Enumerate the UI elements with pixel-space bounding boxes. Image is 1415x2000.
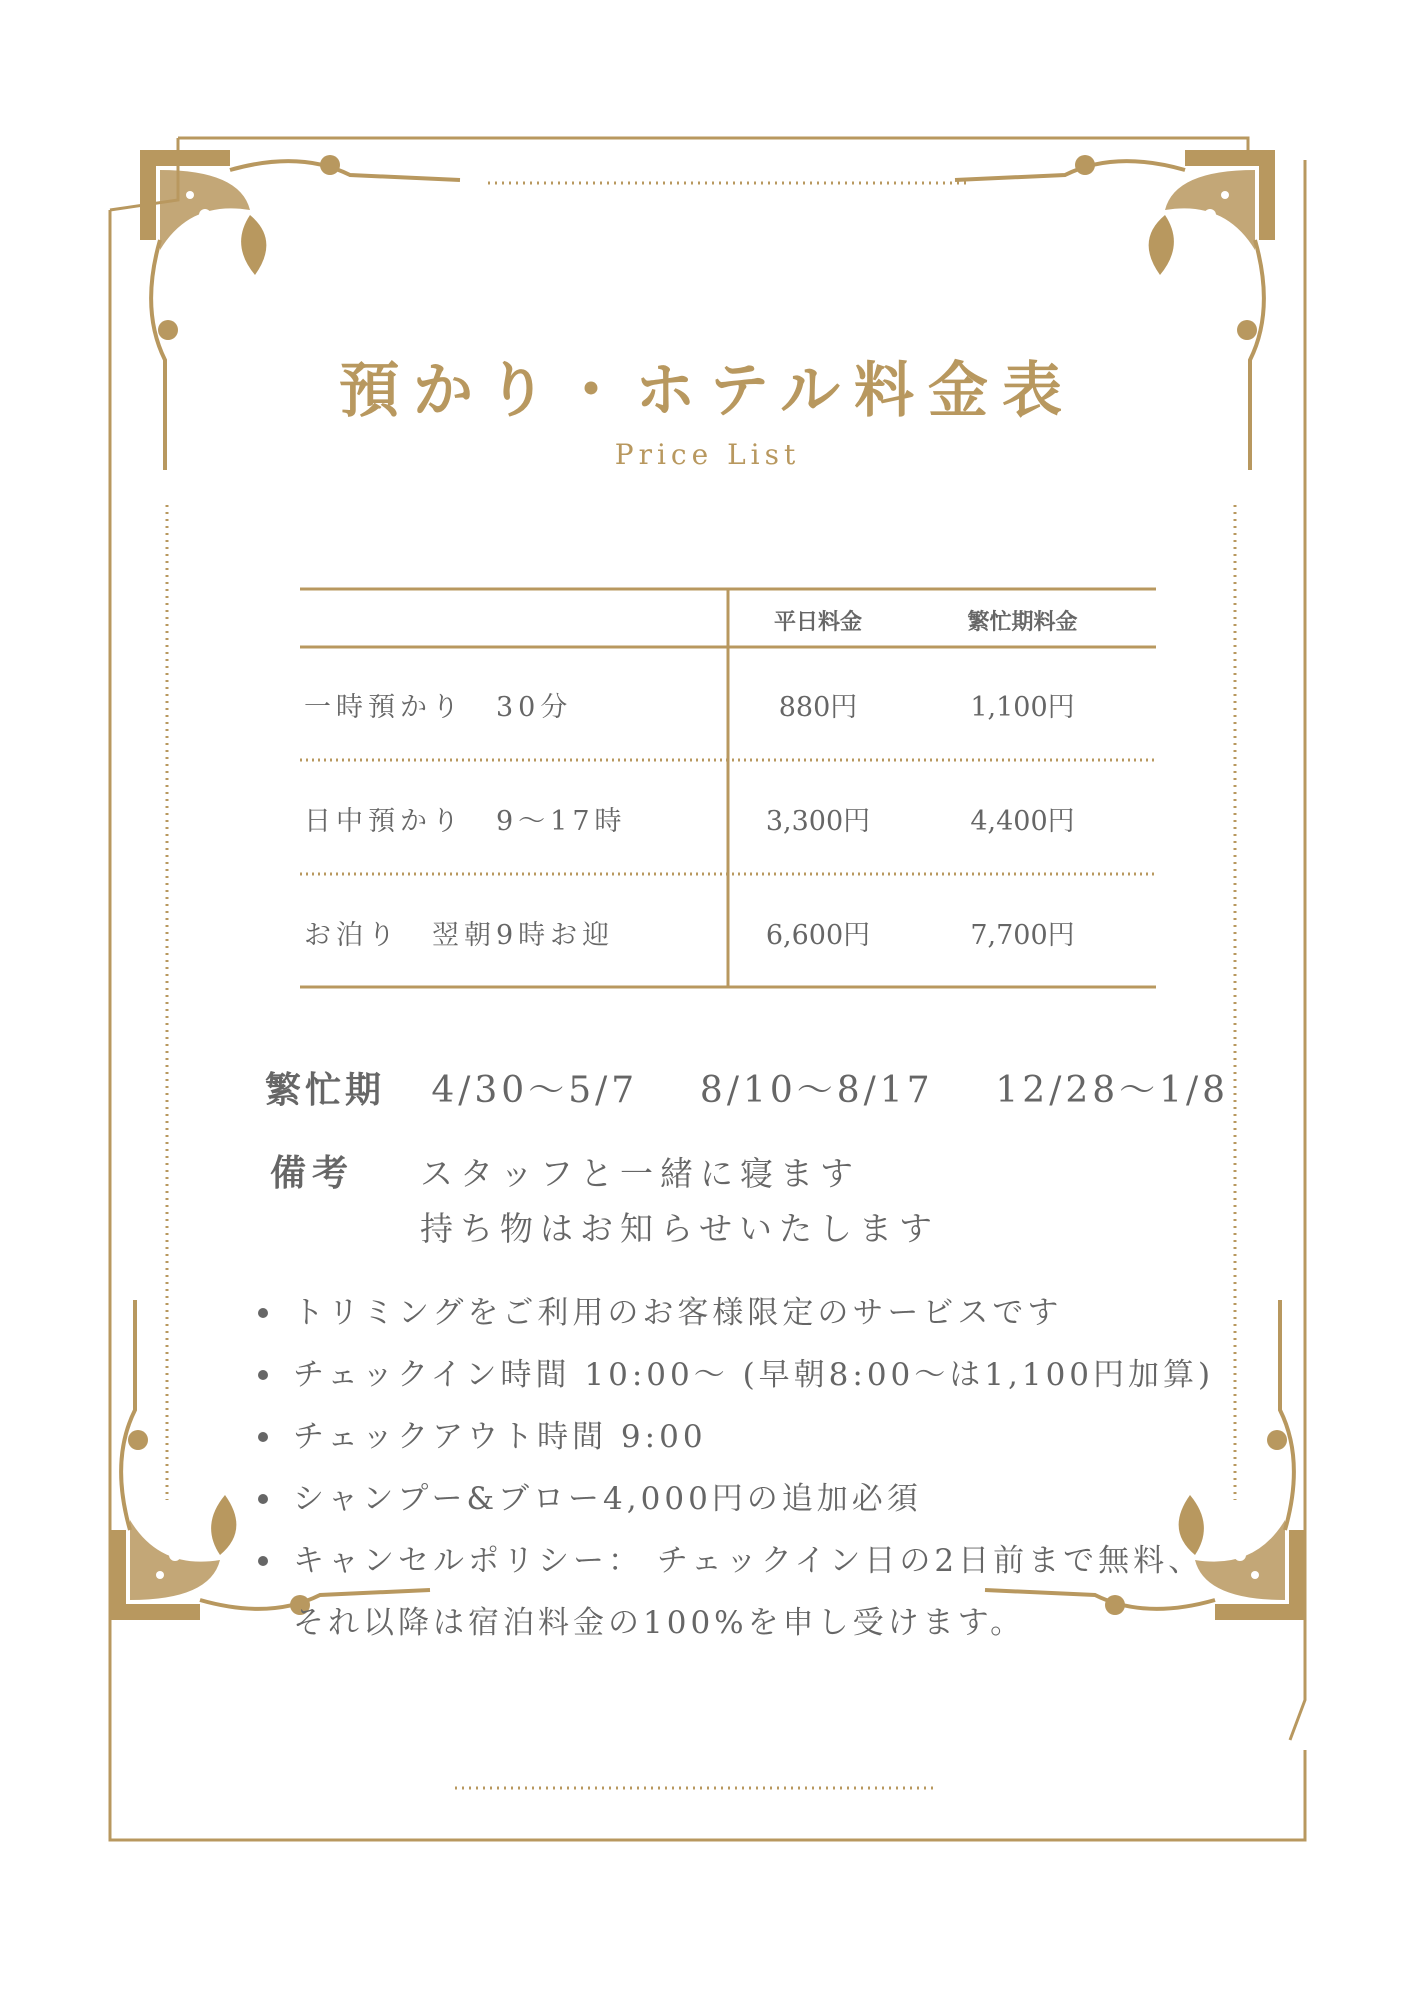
cell-weekday: 880円 (778, 692, 858, 723)
bullet-icon (258, 1308, 268, 1318)
list-item (258, 1479, 1258, 1541)
peak-period: 12/28〜1/8 (995, 1070, 1230, 1111)
bullet-icon (258, 1494, 268, 1504)
remarks-label: 備考 (270, 1152, 355, 1194)
note-text: シャンプー&ブロー4,000円の追加必須 (293, 1481, 922, 1517)
bullet-icon (258, 1556, 268, 1566)
note-text: チェックイン時間 10:00〜 (早朝8:00〜は1,100円加算) (293, 1357, 1215, 1393)
notes-list (258, 1293, 1258, 1643)
list-item (258, 1541, 1258, 1581)
cell-weekday: 3,300円 (765, 806, 871, 837)
note-text: チェックアウト時間 9:00 (293, 1419, 707, 1455)
column-weekday-price: 平日料金 (773, 609, 862, 635)
page-title: 預かり・ホテル料金表 (339, 356, 1076, 426)
bullet-icon (258, 1370, 268, 1380)
remarks-line: スタッフと一緒に寝ます (420, 1154, 860, 1193)
bullet-icon (258, 1432, 268, 1442)
note-continuation: それ以降は宿泊料金の100%を申し受けます。 (293, 1605, 1026, 1641)
cell-weekday: 6,600円 (765, 920, 871, 951)
list-item (258, 1355, 1258, 1417)
column-peak-price: 繁忙期料金 (967, 609, 1078, 635)
note-text: キャンセルポリシー： チェックイン日の2日前まで無料、 (293, 1543, 1204, 1579)
peak-period: 8/10〜8/17 (699, 1070, 934, 1111)
row-label-overnight: お泊り 翌朝9時お迎 (304, 920, 615, 951)
peak-season (265, 1062, 1229, 1113)
row-label-temporary: 一時預かり 30分 (304, 692, 573, 723)
remarks-line: 持ち物はお知らせいたします (420, 1209, 940, 1248)
cell-peak: 1,100円 (970, 692, 1075, 723)
cell-peak: 7,700円 (970, 920, 1075, 951)
peak-period: 4/30〜5/7 (431, 1070, 639, 1111)
page-subtitle: Price List (614, 438, 801, 471)
price-table (300, 587, 1156, 990)
peak-season-label: 繁忙期 (265, 1069, 386, 1111)
note-text: トリミングをご利用のお客様限定のサービスです (293, 1295, 1063, 1331)
list-item (258, 1417, 1258, 1479)
list-item (258, 1293, 1258, 1355)
cell-peak: 4,400円 (970, 806, 1075, 837)
row-label-daytime: 日中預かり 9〜17時 (304, 806, 627, 837)
